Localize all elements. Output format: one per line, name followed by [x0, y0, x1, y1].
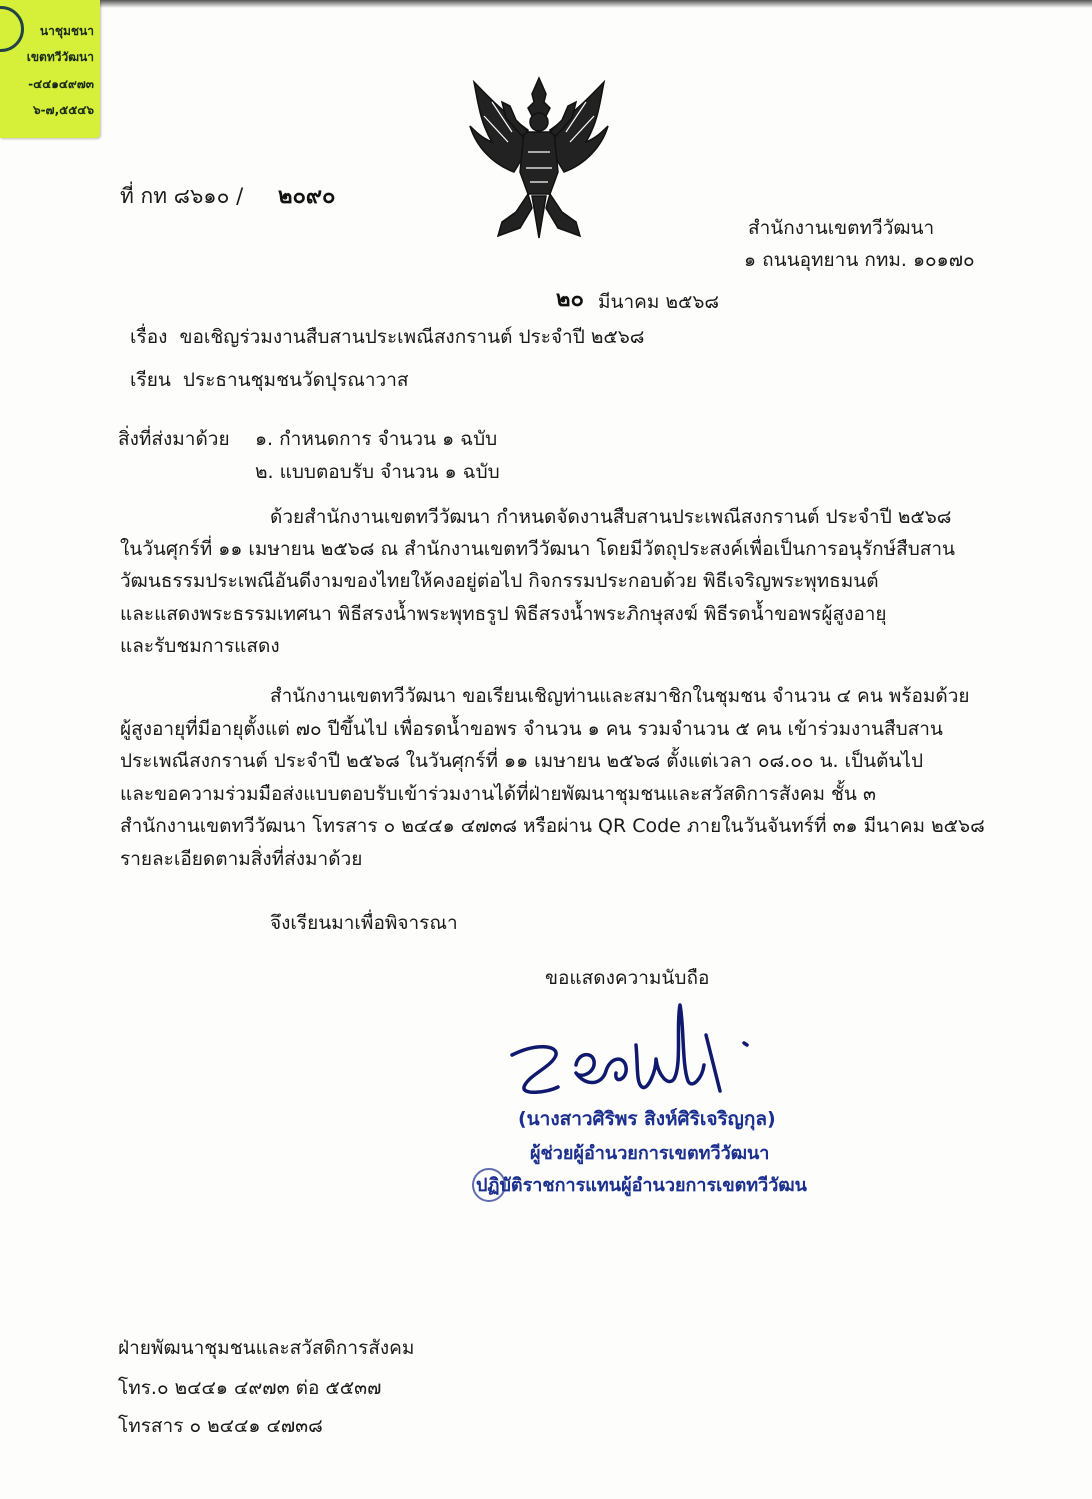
handwritten-signature [506, 995, 776, 1110]
body-line: ผู้สูงอายุที่มีอายุตั้งแต่ ๗๐ ปีขึ้นไป เพื่อรดน้ำขอพร จำนวน ๑ คน รวมจำนวน ๕ คน เข้าร่วมงานสืบสาน [120, 718, 943, 740]
body-line: และขอความร่วมมือส่งแบบตอบรับเข้าร่วมงานได้ที่ฝ่ายพัฒนาชุมชนและสวัสดิการสังคม ชั้น ๓ [120, 783, 876, 805]
body-line: ด้วยสำนักงานเขตทวีวัฒนา กำหนดจัดงานสืบสานประเพณีสงกรานต์ ประจำปี ๒๕๖๘ [270, 506, 952, 528]
enclosures-label: สิ่งที่ส่งมาด้วย [118, 428, 230, 450]
signatory-name: (นางสาวศิริพร สิงห์ศิริเจริญกุล) [518, 1108, 776, 1130]
body-line: ประเพณีสงกรานต์ ประจำปี ๒๕๖๘ ในวันศุกร์ที่ ๑๑ เมษายน ๒๕๖๘ ตั้งแต่เวลา ๐๘.๐๐ น. เป็นต้นไป [120, 750, 924, 772]
closing-request: จึงเรียนมาเพื่อพิจารณา [270, 912, 458, 934]
body-line: รายละเอียดตามสิ่งที่ส่งมาด้วย [120, 848, 363, 870]
body-line: วัฒนธรรมประเพณีอันดีงามของไทยให้คงอยู่ต่อไป กิจกรรมประกอบด้วย พิธีเจริญพระพุทธมนต์ [120, 570, 879, 592]
sticky-note-line: ๖-๗,๕๕๔๖ [32, 103, 94, 117]
stamp-fragment-icon [0, 6, 24, 52]
subject-label: เรื่อง [130, 326, 168, 348]
recipient-text: ประธานชุมชนวัดปุรณาวาส [182, 369, 409, 391]
body-line: และรับชมการแสดง [120, 635, 280, 657]
scan-edge-shadow [0, 0, 1092, 8]
sticky-note [0, 0, 100, 138]
recipient-label: เรียน [130, 369, 171, 391]
garuda-emblem-icon [462, 72, 616, 244]
footer-department: ฝ่ายพัฒนาชุมชนและสวัสดิการสังคม [118, 1337, 415, 1359]
signatory-position: ผู้ช่วยผู้อำนวยการเขตทวีวัฒนา [530, 1143, 770, 1164]
enclosure-item: ๒. แบบตอบรับ จำนวน ๑ ฉบับ [255, 461, 500, 483]
footer-phone: โทร.๐ ๒๔๔๑ ๔๙๗๓ ต่อ ๕๕๓๗ [118, 1377, 382, 1399]
subject-line [130, 325, 644, 349]
reference-number: ๒๐๙๐ [278, 183, 336, 209]
subject-text: ขอเชิญร่วมงานสืบสานประเพณีสงกรานต์ ประจำปี ๒๕๖๘ [179, 326, 645, 348]
recipient-line [130, 368, 408, 392]
sticky-note-line: เขตทวีวัฒนา [26, 50, 94, 64]
reference-prefix: ที่ กท ๘๖๑๐ / [120, 184, 244, 208]
enclosure-item: ๑. กำหนดการ จำนวน ๑ ฉบับ [255, 428, 498, 450]
signatory-acting-position: ปฏิบัติราชการแทนผู้อำนวยการเขตทวีวัฒน [476, 1175, 807, 1196]
office-name: สำนักงานเขตทวีวัฒนา [748, 217, 935, 239]
body-line: ในวันศุกร์ที่ ๑๑ เมษายน ๒๕๖๘ ณ สำนักงานเขตทวีวัฒนา โดยมีวัตถุประสงค์เพื่อเป็นการอนุรักษ์สืบสาน [120, 538, 956, 560]
body-line: และแสดงพระธรรมเทศนา พิธีสรงน้ำพระพุทธรูป พิธีสรงน้ำพระภิกษุสงฆ์ พิธีรดน้ำขอพรผู้สูงอายุ [120, 603, 887, 625]
date-day: ๒๐ [556, 286, 584, 312]
body-line: สำนักงานเขตทวีวัฒนา ขอเรียนเชิญท่านและสมาชิกในชุมชน จำนวน ๔ คน พร้อมด้วย [270, 685, 970, 707]
date-month-year: มีนาคม ๒๕๖๘ [598, 291, 720, 313]
body-line: สำนักงานเขตทวีวัฒนา โทรสาร ๐ ๒๔๔๑ ๔๗๓๘ หรือผ่าน QR Code ภายในวันจันทร์ที่ ๓๑ มีนาคม ๒๕๖๘ [120, 815, 985, 837]
regards-text: ขอแสดงความนับถือ [545, 967, 710, 989]
sticky-note-line: นาชุมชนา [39, 24, 94, 38]
office-address: ๑ ถนนอุทยาน กทม. ๑๐๑๗๐ [744, 249, 975, 271]
footer-fax: โทรสาร ๐ ๒๔๔๑ ๔๗๓๘ [118, 1415, 323, 1437]
sticky-note-line: -๔๔๑๔๙๗๓ [28, 77, 94, 91]
